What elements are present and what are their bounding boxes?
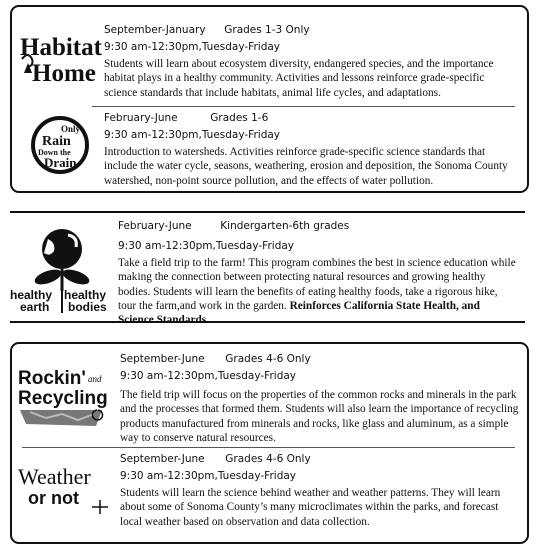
habitat-home-grades: Grades 1-3 Only [224, 24, 310, 36]
rain-drain-time: 9:30 am-12:30pm,Tuesday-Friday [104, 129, 281, 141]
rain-logo-only: Only [61, 124, 81, 134]
habitat-home-header [104, 23, 514, 37]
rockin-recycling-header [120, 352, 520, 366]
and-logo-text: and [88, 374, 102, 384]
habitat-home-time: 9:30 am-12:30pm,Tuesday-Friday [104, 41, 281, 53]
healthy-earth-description [118, 256, 518, 327]
rain-logo-down: Down the [38, 148, 71, 157]
weather-or-not-logo [16, 462, 114, 514]
rockin-recycling-season: September-June [120, 353, 205, 365]
program-rain-drain [12, 107, 527, 191]
weather-or-not-grades: Grades 4-6 Only [225, 453, 311, 465]
rockin-recycling-grades: Grades 4-6 Only [225, 353, 311, 365]
bodies-logo-word: bodies [68, 300, 107, 314]
weather-or-not-time: 9:30 am-12:30pm,Tuesday-Friday [120, 470, 297, 482]
recycling-logo-text: Recycling [18, 388, 108, 409]
program-habitat-home [12, 7, 527, 103]
weather-or-not-season: September-June [120, 453, 205, 465]
rain-logo-drain: Drain [44, 155, 77, 170]
healthy-earth-header [118, 219, 518, 233]
healthy-earth-logo-art [10, 225, 114, 315]
program-box-3 [10, 342, 529, 544]
healthy-earth-description-text: Take a field trip to the farm! This program combines the best in science education while making the connection between protecting natural resources and growing healthy bodies. Students will learn the benefits of eating healthy foods, take a rigorous hike, tour the farm,and work in the garden. [118, 257, 516, 312]
healthy-earth-logo [10, 225, 114, 315]
habitat-logo-text: Habitat [20, 34, 102, 61]
weather-or-not-content [120, 452, 522, 529]
rockin-recycling-logo-art [16, 364, 114, 430]
or-not-logo-text: or not [28, 488, 79, 508]
rockin-recycling-content [120, 352, 520, 445]
weather-or-not-logo-art [16, 462, 114, 514]
weather-or-not-header [120, 452, 522, 466]
healthy-earth-standards: Reinforces California State Health, and Science Standards. [118, 299, 480, 327]
rain-drain-description: Introduction to watersheds. Activities reinforce grade-specific science standards that include the water cycle, seasons, weathering, erosion and deposition, the Sonoma County watershed, non-point source pollution, and the effects of water pollution. [104, 146, 508, 187]
earth-logo-word: earth [20, 300, 50, 314]
rockin-logo-text: Rockin' [18, 368, 86, 389]
program-box-1 [10, 5, 529, 193]
habitat-home-logo-art [18, 29, 104, 89]
healthy-logo-word-2: healthy [64, 288, 107, 302]
rain-drain-header [104, 111, 514, 125]
rain-drain-logo-art [30, 115, 90, 175]
habitat-home-logo [18, 29, 104, 89]
program-box-2 [10, 211, 525, 327]
rockin-recycling-time: 9:30 am-12:30pm,Tuesday-Friday [120, 370, 297, 382]
program-healthy-earth [10, 213, 525, 327]
rain-drain-logo [30, 115, 90, 175]
rockin-recycling-logo [16, 364, 114, 430]
program-weather-or-not [12, 448, 527, 540]
healthy-earth-content [118, 219, 518, 327]
healthy-earth-season: February-June [118, 220, 192, 232]
weather-logo-text: Weather [18, 464, 91, 489]
healthy-logo-word-1: healthy [10, 288, 53, 302]
healthy-earth-grades: Kindergarten-6th grades [220, 220, 350, 232]
healthy-earth-time: 9:30 am-12:30pm,Tuesday-Friday [118, 240, 295, 252]
rain-drain-grades: Grades 1-6 [210, 112, 269, 124]
habitat-home-description: Students will learn about ecosystem diversity, endangered species, and the importance habitat plays in a healthy community. Activities and lessons reinforce grade-specific science standards that include habitats, animal life cycles, and adaptations. [104, 58, 494, 99]
rain-drain-season: February-June [104, 112, 178, 124]
home-logo-text: Home [32, 60, 96, 87]
rain-logo-rain: Rain [42, 134, 71, 149]
weather-or-not-description: Students will learn the science behind weather and weather patterns. They will learn about some of Sonoma County’s many microclimates within the parks, and forecast local weather based on observation and data collection. [120, 487, 501, 528]
rain-drain-content [104, 111, 514, 188]
rockin-recycling-description: The field trip will focus on the properties of the common rocks and minerals in the park and the processes that formed them. Students will also learn the importance of recycling products manufactured from minerals and rocks, like glass and aluminum, as a simple way to conserve natural resources. [120, 389, 519, 444]
habitat-home-content [104, 23, 514, 100]
habitat-home-season: September-January [104, 24, 206, 36]
program-rockin-recycling [12, 344, 527, 444]
